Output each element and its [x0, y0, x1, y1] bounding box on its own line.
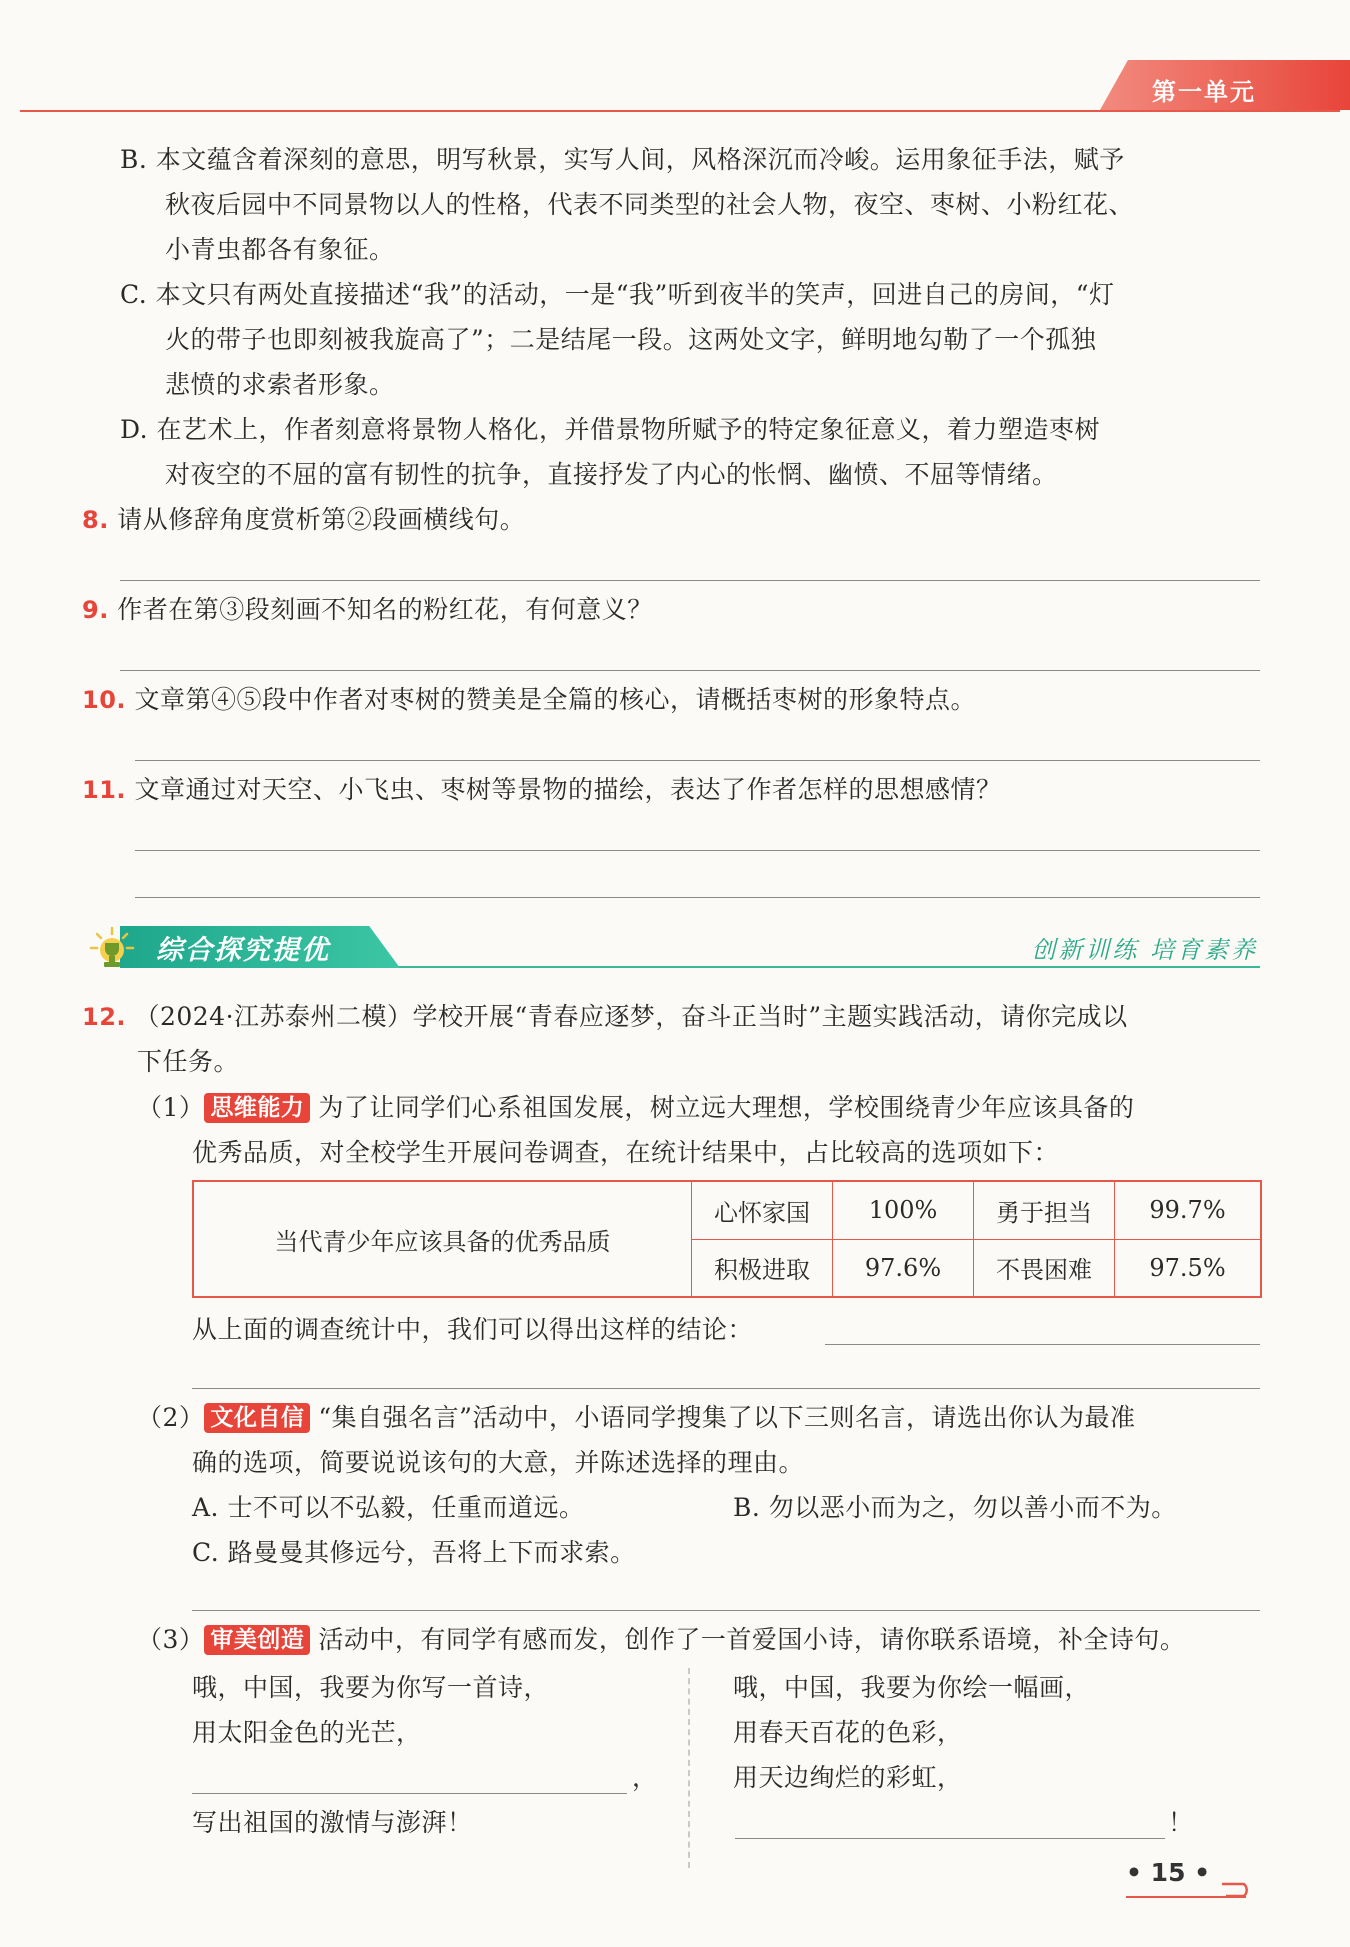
- answer-line-9[interactable]: [120, 670, 1260, 671]
- part-1-line-1: [137, 1088, 1134, 1128]
- answer-line-12-1a[interactable]: [825, 1344, 1260, 1345]
- answer-line-12-2[interactable]: [192, 1610, 1260, 1611]
- answer-line-11b[interactable]: [135, 897, 1260, 898]
- option-d-line-1: D. 在艺术上，作者刻意将景物人格化，并借景物所赋予的特定象征意义，着力塑造枣树: [120, 415, 1101, 444]
- question-text: 作者在第③段刻画不知名的粉红花，有何意义？: [117, 595, 653, 624]
- table-cell-value: 100%: [833, 1181, 974, 1239]
- part-text: “集自强名言”活动中，小语同学搜集了以下三则名言，请选出你认为最准: [318, 1403, 1136, 1432]
- part-1-line-2: 优秀品质，对全校学生开展问卷调查，在统计结果中，占比较高的选项如下：: [192, 1138, 1060, 1167]
- question-12-line-1: [82, 997, 1128, 1037]
- option-b-line-3: 小青虫都各有象征。: [165, 235, 395, 264]
- header-rule: [20, 110, 1340, 112]
- trophy-icon: [88, 926, 136, 974]
- question-text: 文章通过对天空、小飞虫、枣树等景物的描绘，表达了作者怎样的思想感情？: [134, 775, 1002, 804]
- table-cell-value: 97.5%: [1115, 1239, 1262, 1297]
- unit-label: 第一单元: [1152, 78, 1256, 106]
- poem-left-line-1: 哦，中国，我要为你写一首诗，: [192, 1673, 550, 1702]
- page-curl-icon: [1220, 1872, 1256, 1898]
- poem-left-line-4: 写出祖国的激情与澎湃！: [192, 1808, 473, 1837]
- answer-line-8[interactable]: [120, 580, 1260, 581]
- section-subtitle: 创新训练 培育素养: [1031, 936, 1258, 964]
- survey-table: [192, 1180, 1262, 1298]
- conclusion-prompt: 从上面的调查统计中，我们可以得出这样的结论：: [192, 1315, 754, 1344]
- poem-right-line-2: 用春天百花的色彩，: [733, 1718, 963, 1747]
- question-number: 12.: [82, 1003, 127, 1031]
- table-cell-item: 勇于担当: [974, 1181, 1115, 1239]
- option-c-line-2: 火的带子也即刻被我旋高了”；二是结尾一段。这两处文字，鲜明地勾勒了一个孤独: [165, 325, 1097, 354]
- page-number: • 15 •: [1126, 1858, 1211, 1887]
- table-cell-item: 心怀家国: [692, 1181, 833, 1239]
- tag-aesthetics: 审美创造: [204, 1625, 310, 1655]
- question-10: [82, 680, 976, 720]
- table-cell-value: 99.7%: [1115, 1181, 1262, 1239]
- answer-line-10[interactable]: [135, 760, 1260, 761]
- quote-option-c: C. 路曼曼其修远兮，吾将上下而求索。: [192, 1538, 636, 1567]
- question-text: （2024·江苏泰州二模）学校开展“青春应逐梦，奋斗正当时”主题实践活动，请你完成以: [134, 1002, 1128, 1031]
- part-2-line-1: [137, 1398, 1135, 1438]
- tag-thinking: 思维能力: [204, 1093, 310, 1123]
- poem-divider: [688, 1668, 690, 1868]
- question-text: 请从修辞角度赏析第②段画横线句。: [117, 505, 526, 534]
- question-9: [82, 590, 653, 630]
- part-text: 活动中，有同学有感而发，创作了一首爱国小诗，请你联系语境，补全诗句。: [318, 1625, 1186, 1654]
- quote-option-a: A. 士不可以不弘毅，任重而道远。: [192, 1493, 585, 1522]
- part-2-line-2: 确的选项，简要说说该句的大意，并陈述选择的理由。: [192, 1448, 805, 1477]
- option-b-line-2: 秋夜后园中不同景物以人的性格，代表不同类型的社会人物，夜空、枣树、小粉红花、: [165, 190, 1135, 219]
- table-cell-item: 积极进取: [692, 1239, 833, 1297]
- poem-left-comma: ，: [632, 1763, 658, 1792]
- tag-culture: 文化自信: [204, 1403, 310, 1433]
- question-8: [82, 500, 525, 540]
- poem-right-exclaim: ！: [1168, 1808, 1194, 1837]
- question-number: 8.: [82, 506, 109, 534]
- poem-right-line-1: 哦，中国，我要为你绘一幅画，: [733, 1673, 1091, 1702]
- option-d-line-2: 对夜空的不屈的富有韧性的抗争，直接抒发了内心的怅惘、幽愤、不屈等情绪。: [165, 460, 1058, 489]
- part-label: （1）: [137, 1093, 205, 1122]
- question-number: 11.: [82, 776, 127, 804]
- question-number: 10.: [82, 686, 127, 714]
- section-title: 综合探究提优: [156, 935, 330, 966]
- table-cell-value: 97.6%: [833, 1239, 974, 1297]
- part-label: （3）: [137, 1625, 205, 1654]
- answer-line-12-1b[interactable]: [192, 1388, 1260, 1389]
- part-label: （2）: [137, 1403, 205, 1432]
- question-number: 9.: [82, 596, 109, 624]
- option-b-line-1: B. 本文蕴含着深刻的意思，明写秋景，实写人间，风格深沉而冷峻。运用象征手法，赋予: [120, 145, 1125, 174]
- table-title-cell: 当代青少年应该具备的优秀品质: [193, 1181, 692, 1297]
- option-c-line-3: 悲愤的求索者形象。: [165, 370, 395, 399]
- poem-blank-right[interactable]: [735, 1838, 1165, 1839]
- quote-option-b: B. 勿以恶小而为之，勿以善小而不为。: [733, 1493, 1177, 1522]
- question-text: 文章第④⑤段中作者对枣树的赞美是全篇的核心，请概括枣树的形象特点。: [134, 685, 976, 714]
- table-cell-item: 不畏困难: [974, 1239, 1115, 1297]
- option-c-line-1: C. 本文只有两处直接描述“我”的活动，一是“我”听到夜半的笑声，回进自己的房间，“灯: [120, 280, 1115, 309]
- answer-line-11a[interactable]: [135, 850, 1260, 851]
- table-row: [193, 1181, 1261, 1239]
- part-text: 为了让同学们心系祖国发展，树立远大理想，学校围绕青少年应该具备的: [318, 1093, 1135, 1122]
- poem-blank-left[interactable]: [192, 1793, 627, 1794]
- poem-right-line-3: 用天边绚烂的彩虹，: [733, 1763, 963, 1792]
- poem-left-line-2: 用太阳金色的光芒，: [192, 1718, 422, 1747]
- part-3-line-1: [137, 1620, 1185, 1660]
- question-12-line-2: 下任务。: [137, 1047, 240, 1076]
- question-11: [82, 770, 1001, 810]
